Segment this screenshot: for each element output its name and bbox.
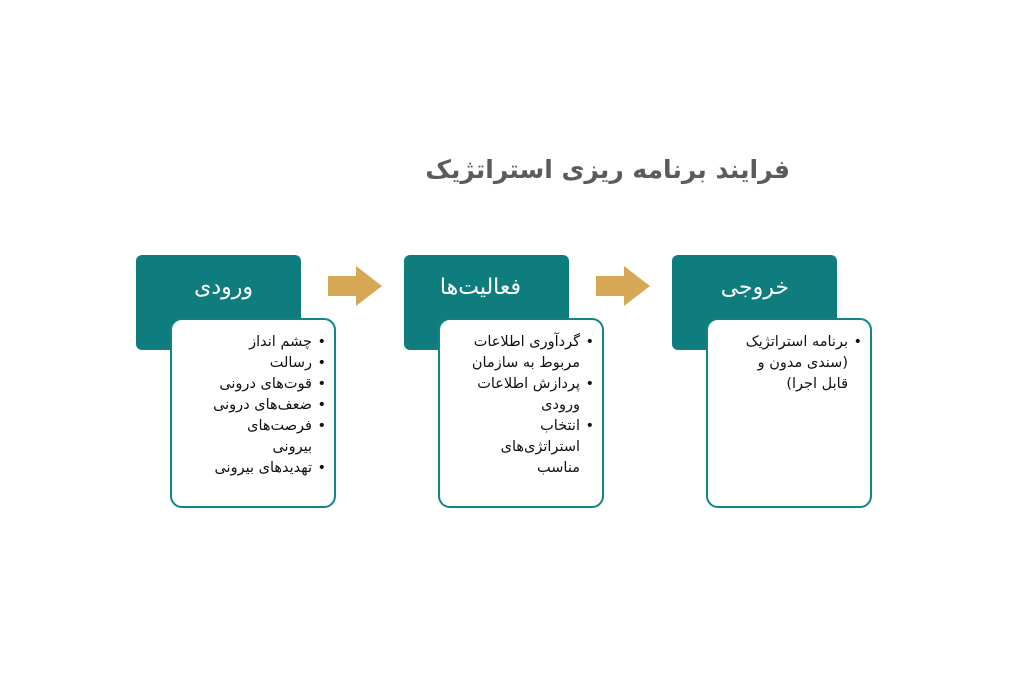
stage-input-label: ورودی <box>194 275 253 300</box>
stage-activities-box <box>438 318 604 508</box>
arrow-right-icon <box>594 264 652 308</box>
list-item: • رسالت <box>180 353 312 374</box>
list-item: • انتخاب استراتژی‌های مناسب <box>448 416 580 479</box>
stage-activities-list <box>440 320 602 487</box>
stage-output-label: خروجی <box>720 275 789 300</box>
stage-output-box <box>706 318 872 508</box>
list-item: • پردازش اطلاعات ورودی <box>448 374 580 416</box>
list-item: • گردآوری اطلاعات مربوط به سازمان <box>448 332 580 374</box>
list-item: • قوت‌های درونی <box>180 374 312 395</box>
list-item: • فرصت‌های بیرونی <box>180 416 312 458</box>
list-item: • برنامه استراتژیک (سندی مدون و قابل اجرا) <box>716 332 848 395</box>
stage-input-box <box>170 318 336 508</box>
stage-activities-label: فعالیت‌ها <box>439 275 521 300</box>
stage-input-list <box>172 320 334 487</box>
list-item: • چشم انداز <box>180 332 312 353</box>
arrow-right-icon <box>326 264 384 308</box>
list-item: • تهدیدهای بیرونی <box>180 458 312 479</box>
diagram-title: فرایند برنامه ریزی استراتژیک <box>425 155 790 184</box>
list-item: • ضعف‌های درونی <box>180 395 312 416</box>
stage-output-list <box>708 320 870 403</box>
